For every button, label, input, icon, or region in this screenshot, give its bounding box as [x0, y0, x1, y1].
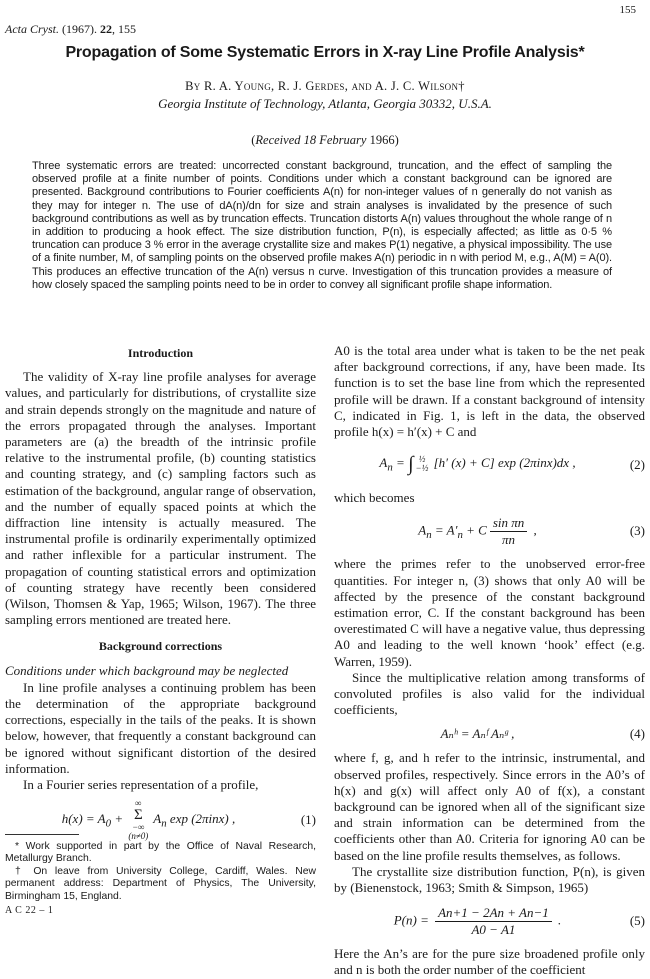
paragraph-final: Here the An’s are for the pure size broadened profile only and n is both the order number of the coefficient: [334, 946, 645, 978]
paragraph-fgh: where f, g, and h refer to the intrinsic, instrumental, and observed profiles, respectively. Since errors in the A0’s of h(x) and g(x) will affect only A0 of f(x), a constant background can be ignored when all of the significant size and strain information can be determined from the coefficients other than A0. Criteria for ignoring A0 can be based on the line profile results themselves, as follows.: [334, 750, 645, 863]
intro-paragraph: The validity of X-ray line profile analyses for average values, and particularly for distributions, of crystallite size and strain depends strongly on the magnitude and nature of the errors propagated through the analyses. Important parameters are (a) the breadth of the intrinsic profile relative to the instrumental profile, (b) counting statistics and counting strategy, and (c) sampling factors such as estimation of the background, angular range of observation, and the number of equally spaced points at which the diffraction line intensity is actually measured. The instrumental profile is ordinarily experimentally optimized and rather inflexible for a particular instrument. The propagation of counting statistical errors and optimization of counting strategy have recently been considered (Wilson, Thomsen & Yap, 1965; Wilson, 1967). The three sampling errors mentioned are treated here.: [5, 369, 316, 628]
equation-number: (1): [300, 812, 316, 828]
left-column: [5, 343, 316, 847]
equation-number: (4): [629, 726, 645, 742]
summation-symbol: ∞ Σ −∞ (n≠0): [128, 798, 149, 842]
citation-volume: 22: [100, 22, 112, 36]
footnote-rule: [5, 834, 79, 835]
citation-page: , 155: [112, 22, 136, 36]
received-label: Received: [255, 133, 301, 147]
equation-3: $A_n = A'_n + C$ $\frac{\text{sin πn}}{\pi n}$ , (3): [418, 514, 645, 547]
subsection-heading: Conditions under which background may be neglected: [5, 662, 289, 678]
equation-4: Aₙʰ = Aₙᶠ Aₙᵍ , (4): [440, 726, 645, 742]
equation-number: (5): [629, 913, 645, 929]
affiliation: Georgia Institute of Technology, Atlanta, Georgia 30332, U.S.A.: [158, 96, 492, 111]
page-number: 155: [619, 4, 636, 16]
paper-title: Propagation of Some Systematic Errors in X-ray Line Profile Analysis*: [65, 44, 585, 61]
journal-citation: [5, 22, 136, 37]
author-list: By R. A. Young, R. J. Gerdes, and A. J. C. Wilson†: [185, 79, 465, 93]
paragraph-primes: where the primes refer to the unobserved error-free quantities. For integer n, (3) shows that only A0 will be affected by the presence of the constant background estimation error, C. If the constant background has been overestimated C will have a negative value, thus depressing A0 and leading to the well known ‘hook’ effect (e.g. Warren, 1959).: [334, 556, 645, 669]
fraction: $\frac{An+1 - 2An + An-1}{A0 - A1}$: [435, 905, 552, 938]
integral-limits: ½ −½: [415, 453, 429, 473]
background-paragraph-1: In line profile analyses a continuing problem has been the determination of the appropriate background corrections, especially in the tails of the peaks. It is shown below, however, that frequently a constant background can be ignored without significant distortion of the desired information.: [5, 679, 316, 776]
citation-year: (1967).: [59, 22, 100, 36]
journal-name: Acta Cryst.: [5, 22, 59, 36]
footnotes: [5, 834, 316, 903]
which-becomes: which becomes: [334, 490, 415, 506]
equation-2: $A_n$ = ∫ ½ −½ [h′ (x) + C] exp (2πinx)dx , (2): [379, 452, 645, 475]
equation-number: (2): [629, 457, 645, 473]
right-column: [334, 343, 645, 979]
section-heading-introduction: Introduction: [127, 346, 194, 360]
fraction: $\frac{\text{sin πn}}{\pi n}$: [490, 515, 527, 548]
footnote-2: † On leave from University College, Cardiff, Wales. New permanent address: Department of Physics, The University, Birmingham 15, England.: [5, 865, 316, 902]
abstract: Three systematic errors are treated: uncorrected constant background, truncation, and the effect of sampling the observed profile at a finite number of points. Conditions under which a constant background can be ignored are presented. Background contributions to Fourier coefficients A(n) for non-integer values of n generally do not vanish as they may for integer n. The use of dA(n)/dn for size and strain analyses is invalidated by the presence of such background contributions as well as by truncation effects. Truncation distorts A(n) values throughout the whole range of n in addition to producing a hook effect. The size distribution function, P(n), is especially affected; as little as 0·5 % truncation can produce 3 % error in the average crystallite size and makes P(1) negative, a physical impossibility. The use of a finite number, M, of sampling points on the observed profile makes A(n) periodic in n with period M, e.g., A(M) = A(0). This produces an effective truncation of the A(n) versus n curve. Investigation of this truncation provides a measure of how closely spaced the sampling points need to be in order to convey all significant profile shape information.: [32, 160, 612, 291]
integral-symbol: ∫: [408, 452, 414, 475]
paragraph-a0: A0 is the total area under what is taken to be the net peak after background corrections, if any, have been made. Its function is to set the base line from which the represented profile will be drawn. If a constant background of intensity C, indicated in Fig. 1, is left in the data, the observed profile h(x) = h′(x) + C and: [334, 343, 645, 440]
received-date: (Received 18 February 1966): [251, 133, 399, 147]
equation-1: $h(x) = A_0$ + ∞ Σ −∞ (n≠0) $A_n$ exp (2πinx) , (1): [61, 798, 316, 842]
background-paragraph-2: In a Fourier series representation of a profile,: [23, 777, 259, 793]
footnote-1: * Work supported in part by the Office of Naval Research, Metallurgy Branch.: [5, 841, 316, 865]
section-heading-background: Background corrections: [98, 639, 223, 654]
page-code: A C 22 – 1: [5, 905, 54, 916]
paragraph-distribution: The crystallite size distribution function, P(n), is given by (Bienenstock, 1963; Smith & Simpson, 1965): [334, 863, 645, 896]
paragraph-multiplicative: Since the multiplicative relation among transforms of convoluted profiles is also valid for the individual coefficients,: [334, 669, 645, 718]
equation-number: (3): [629, 523, 645, 539]
equation-5: P(n) = $\frac{An+1 - 2An + An-1}{A0 - A1}$ . (5): [393, 904, 645, 937]
